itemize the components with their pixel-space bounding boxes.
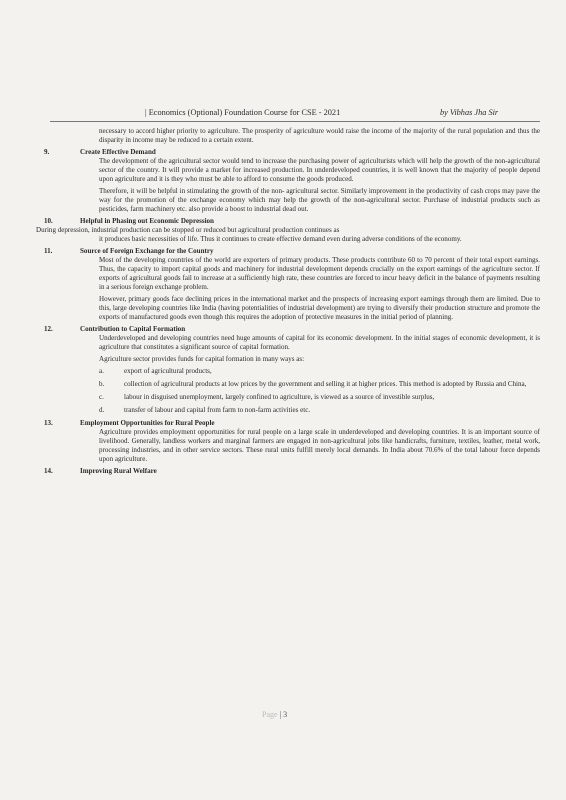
paragraph-first-line: During depression, industrial production can be stopped or reduced but agricultural production continues as <box>36 226 340 234</box>
paragraph: Agriculture sector provides funds for capital formation in many ways as: <box>99 355 305 363</box>
paragraph: However, primary goods face declining prices in the international market and the prospects of increasing export earnings through them are limited. Due to this, large developing countries like India (having potentialities of industrial development) are trying to diversify their production structure and promote the exports of manufactured goods even though this requires the adoption of protective measures in the initial period of planning. <box>99 295 540 321</box>
list-text: export of agricultural products, <box>124 367 212 375</box>
list-marker: c. <box>99 393 104 401</box>
intro-paragraph: necessary to accord higher priority to agriculture. The prosperity of agriculture would raise the income of the majority of the rural population and thus the disparity in income may be reduced to a certain extent. <box>99 127 540 144</box>
section-heading-12 <box>36 325 540 334</box>
list-item <box>99 380 540 389</box>
section-heading-11 <box>36 247 540 256</box>
paragraph-rest: it produces basic necessities of life. Thus it continues to create effective demand even during adverse conditions of the economy. <box>99 235 462 243</box>
section-title: Contribution to Capital Formation <box>80 325 186 333</box>
section-heading-13 <box>36 419 540 428</box>
paragraph: The development of the agricultural sector would tend to increase the purchasing power of agriculturists which will help the growth of the non-agricultural sector of the country. It will provide a market for increased production. In underdeveloped countries, it is well known that the majority of people depend upon agriculture and it is they who must be able to afford to consume the goods produced. <box>99 157 540 183</box>
section-number: 12. <box>44 325 53 333</box>
section-title: Create Effective Demand <box>80 148 156 156</box>
list-text: labour in disguised unemployment, largely confined to agriculture, is viewed as a source of investible surplus, <box>124 393 435 401</box>
list-text: transfer of labour and capital from farm to non-farm activities etc. <box>124 406 311 414</box>
paragraph <box>36 226 540 244</box>
list-marker: d. <box>99 406 105 414</box>
section-title: Improving Rural Welfare <box>80 467 157 475</box>
paragraph: Therefore, it will be helpful in stimulating the growth of the non- agricultural sector. Similarly improvement in the productivity of cash crops may pave the way for the promotion of the exchange economy which may help the growth of the non-agricultural sector. Purchase of industrial products such as pesticides, farm machinery etc. also provide a boost to industrial dead out. <box>99 187 540 213</box>
section-title: Helpful in Phasing out Economic Depression <box>80 217 214 225</box>
list-item <box>99 393 540 402</box>
page-footer <box>262 710 287 719</box>
paragraph: Most of the developing countries of the world are exporters of primary products. These products contribute 60 to 70 percent of their total export earnings. Thus, the capacity to import capital goods and machinery for industrial development depends crucially on the export earnings of the agriculture sector. If exports of agricultural goods fail to increase at a sufficiently high rate, these countries are forced to incur heavy deficit in the balance of payments resulting in a serious foreign exchange problem. <box>99 256 540 291</box>
ways-list <box>99 367 540 415</box>
section-number: 14. <box>44 467 53 475</box>
header-rule <box>50 121 540 122</box>
section-heading-14 <box>36 467 540 476</box>
list-marker: a. <box>99 367 104 375</box>
section-number: 11. <box>44 247 53 255</box>
list-marker: b. <box>99 380 105 388</box>
list-item <box>99 406 540 415</box>
page-content <box>36 127 540 476</box>
section-number: 13. <box>44 419 53 427</box>
author-name: by Vibhas Jha Sir <box>440 108 499 117</box>
page-number: | 3 <box>279 710 288 719</box>
section-title: Employment Opportunities for Rural People <box>80 419 215 427</box>
course-title: | Economics (Optional) Foundation Course for CSE - 2021 <box>145 108 341 117</box>
section-number: 9. <box>44 148 50 156</box>
section-number: 10. <box>44 217 53 225</box>
section-title: Source of Foreign Exchange for the Country <box>80 247 214 255</box>
section-heading-10 <box>36 217 540 226</box>
section-heading-9 <box>36 148 540 157</box>
paragraph: Agriculture provides employment opportunities for rural people on a large scale in underdeveloped and developing countries. It is an important source of livelihood. Generally, landless workers and marginal farmers are engaged in non-agricultural jobs like handicrafts, furniture, textiles, leather, metal work, processing industries, and in other service sectors. These rural units fulfill merely local demands. In India about 70.6% of the total labour force depends upon agriculture. <box>99 428 540 463</box>
list-text: collection of agricultural products at low prices by the government and selling it at higher prices. This method is adopted by Russia and China, <box>124 380 527 388</box>
list-item <box>99 367 540 376</box>
page-label: Page <box>262 710 278 719</box>
paragraph: Underdeveloped and developing countries need huge amounts of capital for its economic development. In the initial stages of economic development, it is agriculture that constitutes a significant source of capital formation. <box>99 334 540 351</box>
